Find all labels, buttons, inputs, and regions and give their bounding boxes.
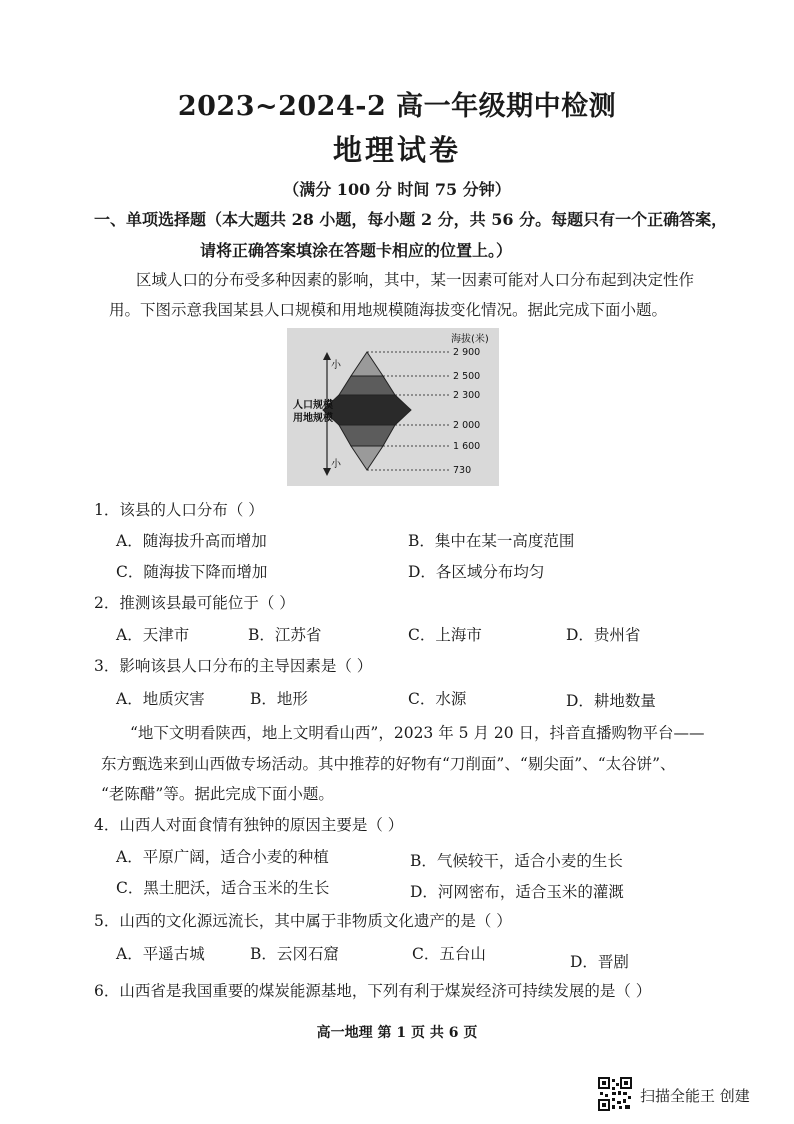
altitude-label: 2 500 (453, 371, 481, 382)
section-heading-line-1: 一、单项选择题（本大题共 28 小题，每小题 2 分，共 56 分。每题只有一个正确答案， (94, 210, 728, 229)
scanner-watermark (596, 1076, 786, 1112)
question-5-option-a[interactable]: A．平遥古城 (116, 945, 205, 963)
question-1-option-c[interactable]: C．随海拔下降而增加 (116, 563, 268, 581)
question-2-option-d[interactable]: D．贵州省 (566, 626, 641, 644)
exam-subtitle: 地理试卷 (332, 133, 461, 167)
passage-1-line-1: 区域人口的分布受多种因素的影响，其中，某一因素可能对人口分布起到决定性作 (136, 271, 695, 289)
bottom-scale-label: 小 (331, 459, 341, 470)
question-3-option-a[interactable]: A．地质灾害 (116, 690, 205, 708)
exam-note: （满分 100 分 时间 75 分钟） (283, 180, 511, 199)
question-2-stem: 2．推测该县最可能位于（ ） (94, 594, 295, 612)
question-5-option-d[interactable]: D．晋剧 (570, 953, 629, 971)
axis-title: 海拔(米) (451, 334, 489, 345)
question-4-stem: 4．山西人对面食情有独钟的原因主要是（ ） (94, 816, 404, 834)
question-1-option-a[interactable]: A．随海拔升高而增加 (116, 532, 267, 550)
passage-1-line-2: 用。下图示意我国某县人口规模和用地规模随海拔变化情况。据此完成下面小题。 (109, 301, 668, 319)
question-2-option-b[interactable]: B．江苏省 (248, 626, 322, 644)
scanner-watermark-text: 扫描全能王 创建 (640, 1087, 750, 1105)
question-5-option-c[interactable]: C．五台山 (412, 945, 486, 963)
question-3-option-d[interactable]: D．耕地数量 (566, 692, 656, 710)
population-scale-label: 人口规模 (293, 400, 333, 411)
page-footer: 高一地理 第 1 页 共 6 页 (316, 1025, 478, 1041)
question-3-option-b[interactable]: B．地形 (250, 690, 308, 708)
qr-code-icon (598, 1077, 632, 1111)
question-6-stem: 6．山西省是我国重要的煤炭能源基地，下列有利于煤炭经济可持续发展的是（ ） (94, 982, 652, 1000)
question-4-option-d[interactable]: D．河网密布，适合玉米的灌溉 (410, 883, 624, 901)
altitude-label: 2 300 (453, 390, 481, 401)
question-4-option-b[interactable]: B．气候较干，适合小麦的生长 (410, 852, 623, 870)
altitude-label: 730 (453, 465, 472, 476)
question-1-stem: 1．该县的人口分布（ ） (94, 501, 264, 519)
question-5-stem: 5．山西的文化源远流长，其中属于非物质文化遗产的是（ ） (94, 912, 512, 930)
top-scale-label: 小 (331, 360, 341, 371)
question-4-option-c[interactable]: C．黑土肥沃，适合玉米的生长 (116, 879, 330, 897)
passage-2-line-1: “地下文明看陕西，地上文明看山西”，2023 年 5 月 20 日，抖音直播购物平台—— (130, 724, 705, 742)
altitude-label: 2 900 (453, 347, 481, 358)
passage-2-line-3: “老陈醋”等。据此完成下面小题。 (101, 785, 334, 803)
question-4-option-a[interactable]: A．平原广阔，适合小麦的种植 (116, 848, 329, 866)
land-use-scale-label: 用地规模 (293, 413, 333, 424)
question-1-option-b[interactable]: B．集中在某一高度范围 (408, 532, 575, 550)
question-2-option-a[interactable]: A．天津市 (116, 626, 190, 644)
altitude-label: 2 000 (453, 420, 481, 431)
question-2-option-c[interactable]: C．上海市 (408, 626, 482, 644)
altitude-diagram (287, 328, 499, 486)
passage-2-line-2: 东方甄选来到山西做专场活动。其中推荐的好物有“刀削面”、“剔尖面”、“太谷饼”、 (101, 755, 676, 773)
question-3-option-c[interactable]: C．水源 (408, 690, 467, 708)
diamond-band-middle (323, 395, 411, 425)
question-3-stem: 3．影响该县人口分布的主导因素是（ ） (94, 657, 373, 675)
section-heading-line-2: 请将正确答案填涂在答题卡相应的位置上。） (200, 241, 513, 260)
question-5-option-b[interactable]: B．云冈石窟 (250, 945, 339, 963)
exam-title: 2023~2024-2 高一年级期中检测 (177, 91, 617, 122)
question-1-option-d[interactable]: D．各区域分布均匀 (408, 563, 545, 581)
altitude-label: 1 600 (453, 441, 481, 452)
